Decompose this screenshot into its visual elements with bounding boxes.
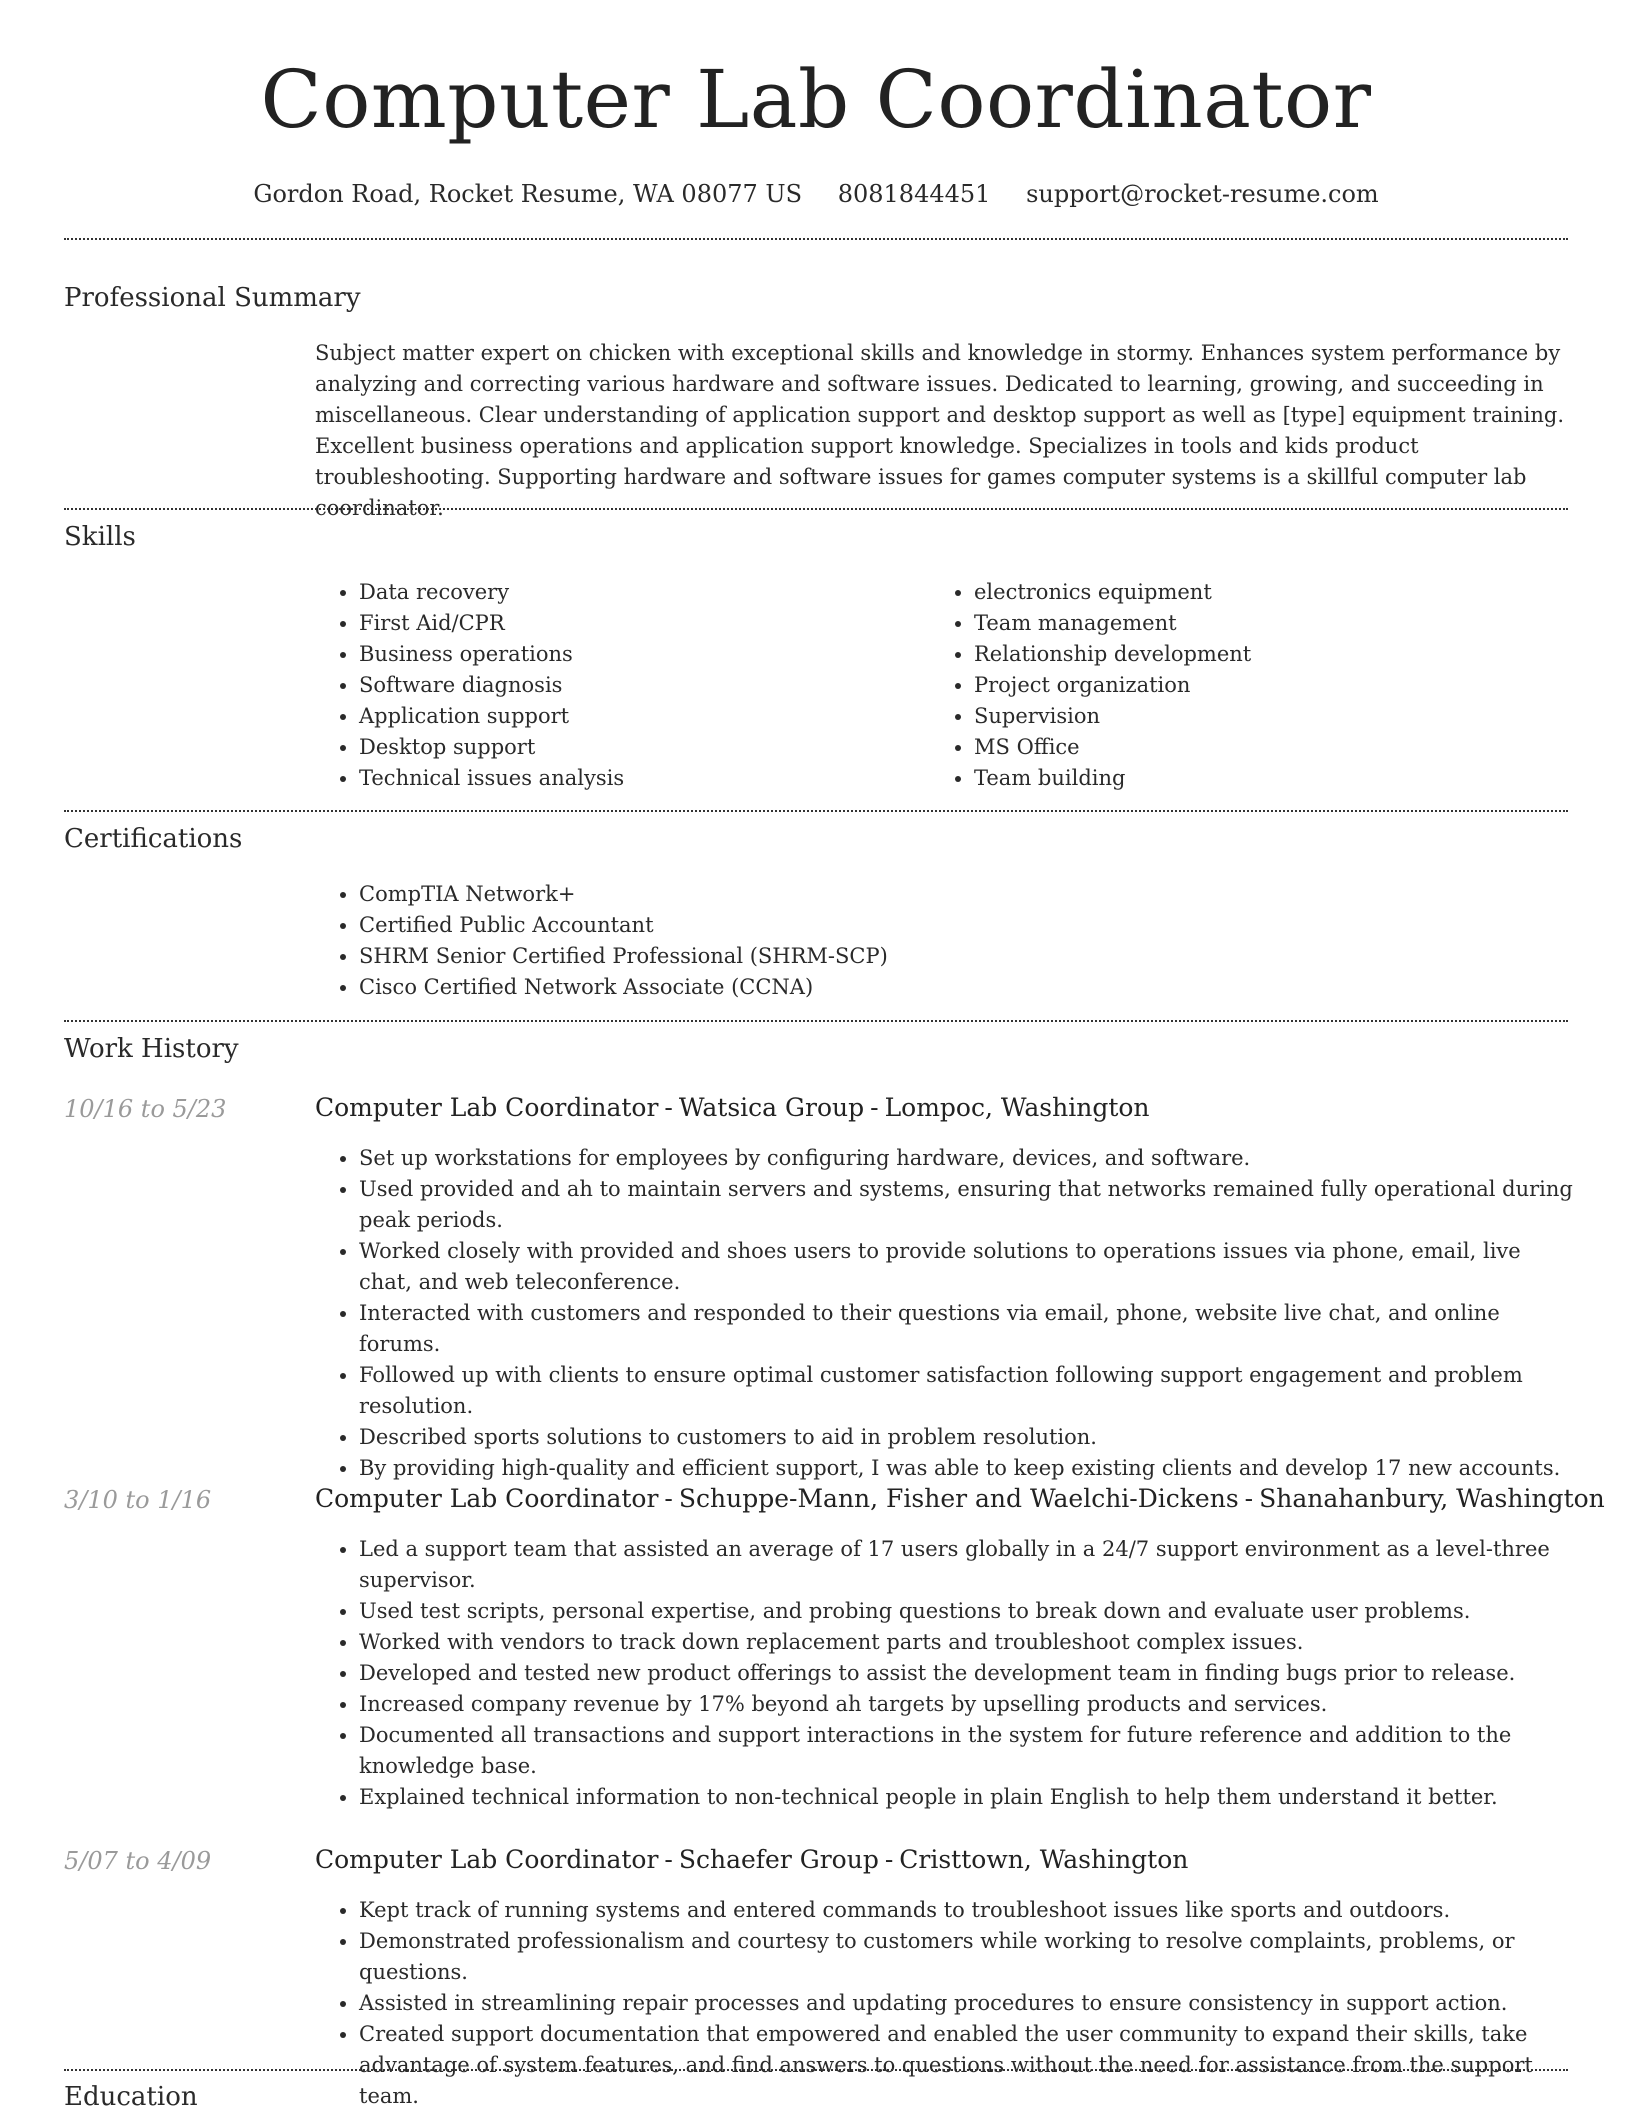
job-role: Computer Lab Coordinator: [315, 1845, 659, 1874]
job-bullets: [315, 1895, 1575, 2112]
job-heading: Computer Lab Coordinator - Schaefer Group - Cristtown, Washington: [315, 1845, 1189, 1874]
section-divider: [64, 810, 1568, 812]
contact-address: Gordon Road, Rocket Resume, WA 08077 US: [253, 180, 803, 208]
job-company: Schuppe-Mann, Fisher and Waelchi-Dickens: [678, 1484, 1239, 1513]
skills-column-right: [930, 577, 1530, 794]
skills-heading: Skills: [64, 522, 136, 552]
skills-column-left: [315, 577, 915, 794]
job-bullet: • Interacted with customers and responded to their questions via email, phone, website live chat, and online forums.: [359, 1298, 1575, 1360]
job-bullet: • Described sports solutions to customers to aid in problem resolution.: [359, 1422, 1575, 1453]
job-bullet: • Worked with vendors to track down replacement parts and troubleshoot complex issues.: [359, 1627, 1575, 1658]
contact-phone: 8081844451: [837, 180, 991, 208]
job-bullet: • Documented all transactions and support interactions in the system for future reference and addition to the knowledge base.: [359, 1720, 1575, 1782]
education-heading: Education: [64, 2082, 198, 2112]
job-bullet: • Created support documentation that empowered and enabled the user community to expand their skills, take advantage of system features, and find answers to questions without the need for assistance from the support team.: [359, 2019, 1575, 2112]
certifications-heading: Certifications: [64, 824, 243, 854]
candidate-name: Computer Lab Coordinator: [260, 53, 1372, 146]
job-bullet: • Led a support team that assisted an average of 17 users globally in a 24/7 support environment as a level-three supervisor.: [359, 1534, 1575, 1596]
job-bullet: • By providing high-quality and efficient support, I was able to keep existing clients and develop 17 new accounts.: [359, 1453, 1575, 1484]
skill-item: • Team building: [974, 763, 1530, 794]
skill-item: • Technical issues analysis: [359, 763, 915, 794]
skill-item: • Project organization: [974, 670, 1530, 701]
job-bullet: • Developed and tested new product offerings to assist the development team in finding bugs prior to release.: [359, 1658, 1575, 1689]
work-history-heading: Work History: [64, 1034, 239, 1064]
job-company: Watsica Group: [678, 1093, 865, 1122]
skill-item: • Supervision: [974, 701, 1530, 732]
job-dates: 5/07 to 4/09: [64, 1847, 212, 1875]
job-bullet: • Increased company revenue by 17% beyond ah targets by upselling products and services.: [359, 1689, 1575, 1720]
certification-item: • CompTIA Network+: [359, 879, 1315, 910]
job-location: Cristtown, Washington: [899, 1845, 1189, 1874]
skill-item: • Software diagnosis: [359, 670, 915, 701]
job-bullet: • Used provided and ah to maintain servers and systems, ensuring that networks remained fully operational during peak periods.: [359, 1174, 1575, 1236]
job-role: Computer Lab Coordinator: [315, 1093, 659, 1122]
skill-item: • First Aid/CPR: [359, 608, 915, 639]
section-divider: [64, 238, 1568, 240]
section-divider: [64, 508, 1568, 510]
certification-item: • Certified Public Accountant: [359, 910, 1315, 941]
job-bullet: • Kept track of running systems and entered commands to troubleshoot issues like sports and outdoors.: [359, 1895, 1575, 1926]
certifications-list: [315, 879, 1315, 1003]
skill-item: • MS Office: [974, 732, 1530, 763]
job-bullets: [315, 1143, 1575, 1484]
certification-item: • Cisco Certified Network Associate (CCNA): [359, 972, 1315, 1003]
job-bullet: • Worked closely with provided and shoes users to provide solutions to operations issues via phone, email, live chat, and web teleconference.: [359, 1236, 1575, 1298]
skill-item: • Relationship development: [974, 639, 1530, 670]
job-location: Shanahanbury, Washington: [1259, 1484, 1605, 1513]
job-location: Lompoc, Washington: [884, 1093, 1150, 1122]
job-dates: 10/16 to 5/23: [64, 1095, 227, 1123]
skill-item: • Data recovery: [359, 577, 915, 608]
resume-header: [0, 0, 1632, 210]
skill-item: • Business operations: [359, 639, 915, 670]
contact-line: [0, 178, 1632, 210]
skill-item: • Team management: [974, 608, 1530, 639]
job-bullet: • Used test scripts, personal expertise, and probing questions to break down and evaluate user problems.: [359, 1596, 1575, 1627]
job-bullet: • Assisted in streamlining repair processes and updating procedures to ensure consistency in support action.: [359, 1988, 1575, 2019]
job-bullet: • Set up workstations for employees by configuring hardware, devices, and software.: [359, 1143, 1575, 1174]
contact-email: support@rocket-resume.com: [1026, 180, 1379, 208]
job-dates: 3/10 to 1/16: [64, 1486, 212, 1514]
job-bullets: [315, 1534, 1575, 1813]
skill-item: • Desktop support: [359, 732, 915, 763]
job-company: Schaefer Group: [678, 1845, 879, 1874]
certification-item: • SHRM Senior Certified Professional (SHRM-SCP): [359, 941, 1315, 972]
section-divider: [64, 2069, 1568, 2071]
skill-item: • Application support: [359, 701, 915, 732]
job-heading: Computer Lab Coordinator - Schuppe-Mann, Fisher and Waelchi-Dickens - Shanahanbury, Washington: [315, 1484, 1605, 1513]
job-bullet: • Followed up with clients to ensure optimal customer satisfaction following support engagement and problem resolution.: [359, 1360, 1575, 1422]
section-divider: [64, 1020, 1568, 1022]
job-bullet: • Explained technical information to non-technical people in plain English to help them understand it better.: [359, 1782, 1575, 1813]
job-bullet: • Demonstrated professionalism and courtesy to customers while working to resolve complaints, problems, or questions.: [359, 1926, 1575, 1988]
summary-text: Subject matter expert on chicken with exceptional skills and knowledge in stormy. Enhances system performance by analyzing and correcting various hardware and software issues. Dedicated to learning, growing, and succeeding in miscellaneous. Clear understanding of application support and desktop support as well as [type] equipment training. Excellent business operations and application support knowledge. Specializes in tools and kids product troubleshooting. Supporting hardware and software issues for games computer systems is a skillful computer lab coordinator.: [315, 341, 1564, 520]
job-heading: Computer Lab Coordinator - Watsica Group - Lompoc, Washington: [315, 1093, 1150, 1122]
skill-item: • electronics equipment: [974, 577, 1530, 608]
job-role: Computer Lab Coordinator: [315, 1484, 659, 1513]
summary-heading: Professional Summary: [64, 283, 361, 313]
